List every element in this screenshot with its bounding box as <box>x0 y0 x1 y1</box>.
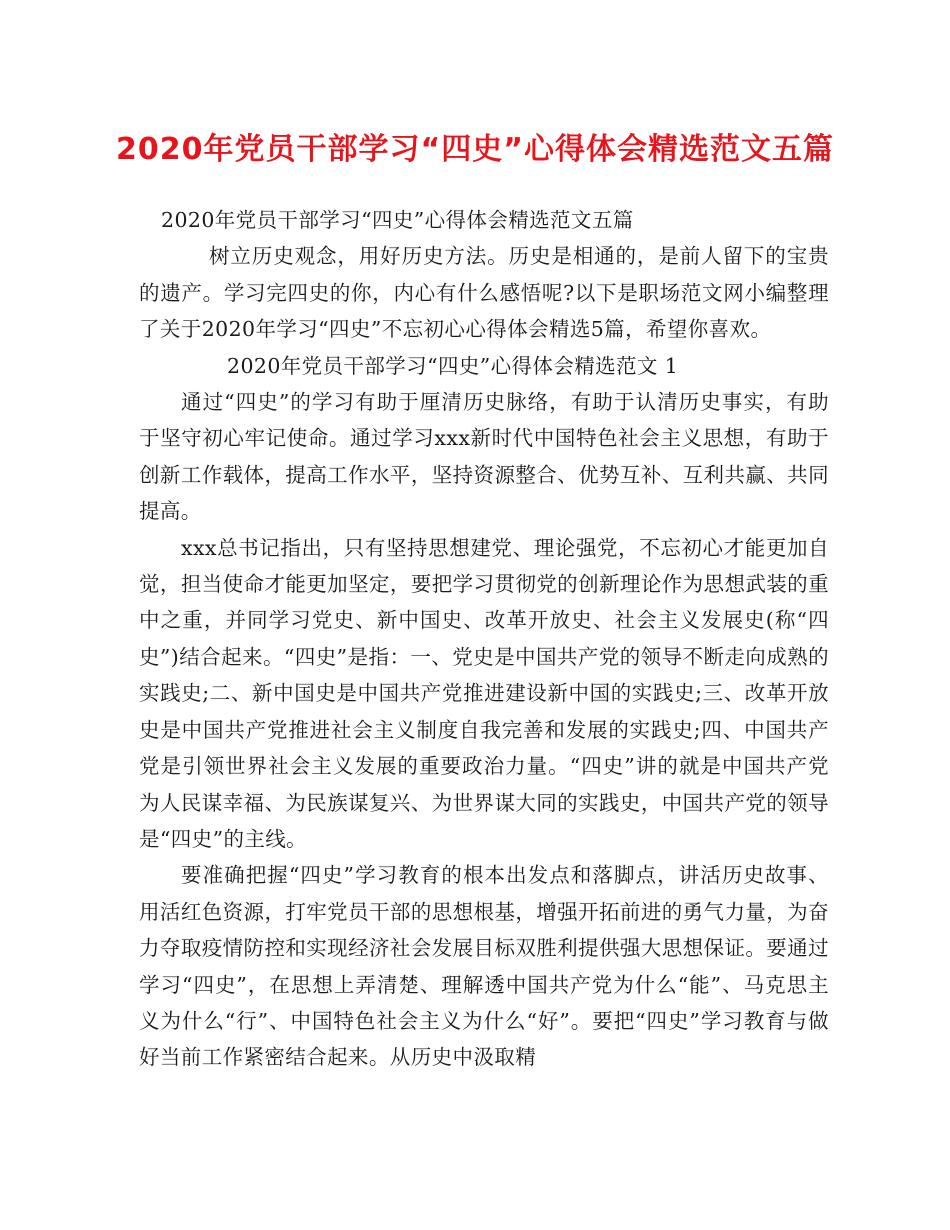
intro-paragraph: 树立历史观念，用好历史方法。历史是相通的，是前人留下的宝贵的遗产。学习完四史的你，内心有什么感悟呢?以下是职场范文网小编整理了关于2020年学习“四史”不忘初心心得体会精选5篇，希望你喜欢。 <box>139 244 829 342</box>
body-paragraph: 要准确把握“四史”学习教育的根本出发点和落脚点，讲活历史故事、用活红色资源，打牢党员干部的思想根基，增强开拓前进的勇气力量，为奋力夺取疫情防控和实现经济社会发展目标双胜利提供强大思想保证。要通过学习“四史”，在思想上弄清楚、理解透中国共产党为什么“能”、马克思主义为什么“行”、中国特色社会主义为什么“好”。要把“四史”学习教育与做好当前工作紧密结合起来。从历史中汲取精 <box>139 863 829 1070</box>
document-title: 2020年党员干部学习“四史”心得体会精选范文五篇 <box>116 132 834 167</box>
document-subtitle: 2020年党员干部学习“四史”心得体会精选范文五篇 <box>161 208 634 232</box>
body-paragraph: 通过“四史”的学习有助于厘清历史脉络，有助于认清历史事实，有助于坚守初心牢记使命。通过学习xxx新时代中国特色社会主义思想，有助于创新工作载体，提高工作水平，坚持资源整合、优势互补、互利共赢、共同提高。 <box>139 390 829 524</box>
body-paragraph: xxx总书记指出，只有坚持思想建党、理论强党，不忘初心才能更加自觉，担当使命才能更加坚定，要把学习贯彻党的创新理论作为思想武装的重中之重，并同学习党史、新中国史、改革开放史、社会主义发展史(称“四史”)结合起来。“四史”是指：一、党史是中国共产党的领导不断走向成熟的实践史;二、新中国史是中国共产党推进建设新中国的实践史;三、改革开放史是中国共产党推进社会主义制度自我完善和发展的实践史;四、中国共产党是引领世界社会主义发展的重要政治力量。“四史”讲的就是中国共产党为人民谋幸福、为民族谋复兴、为世界谋大同的实践史，中国共产党的领导是“四史”的主线。 <box>139 535 829 851</box>
document-body <box>139 202 829 1076</box>
section-heading: 2020年党员干部学习“四史”心得体会精选范文 1 <box>227 353 679 378</box>
